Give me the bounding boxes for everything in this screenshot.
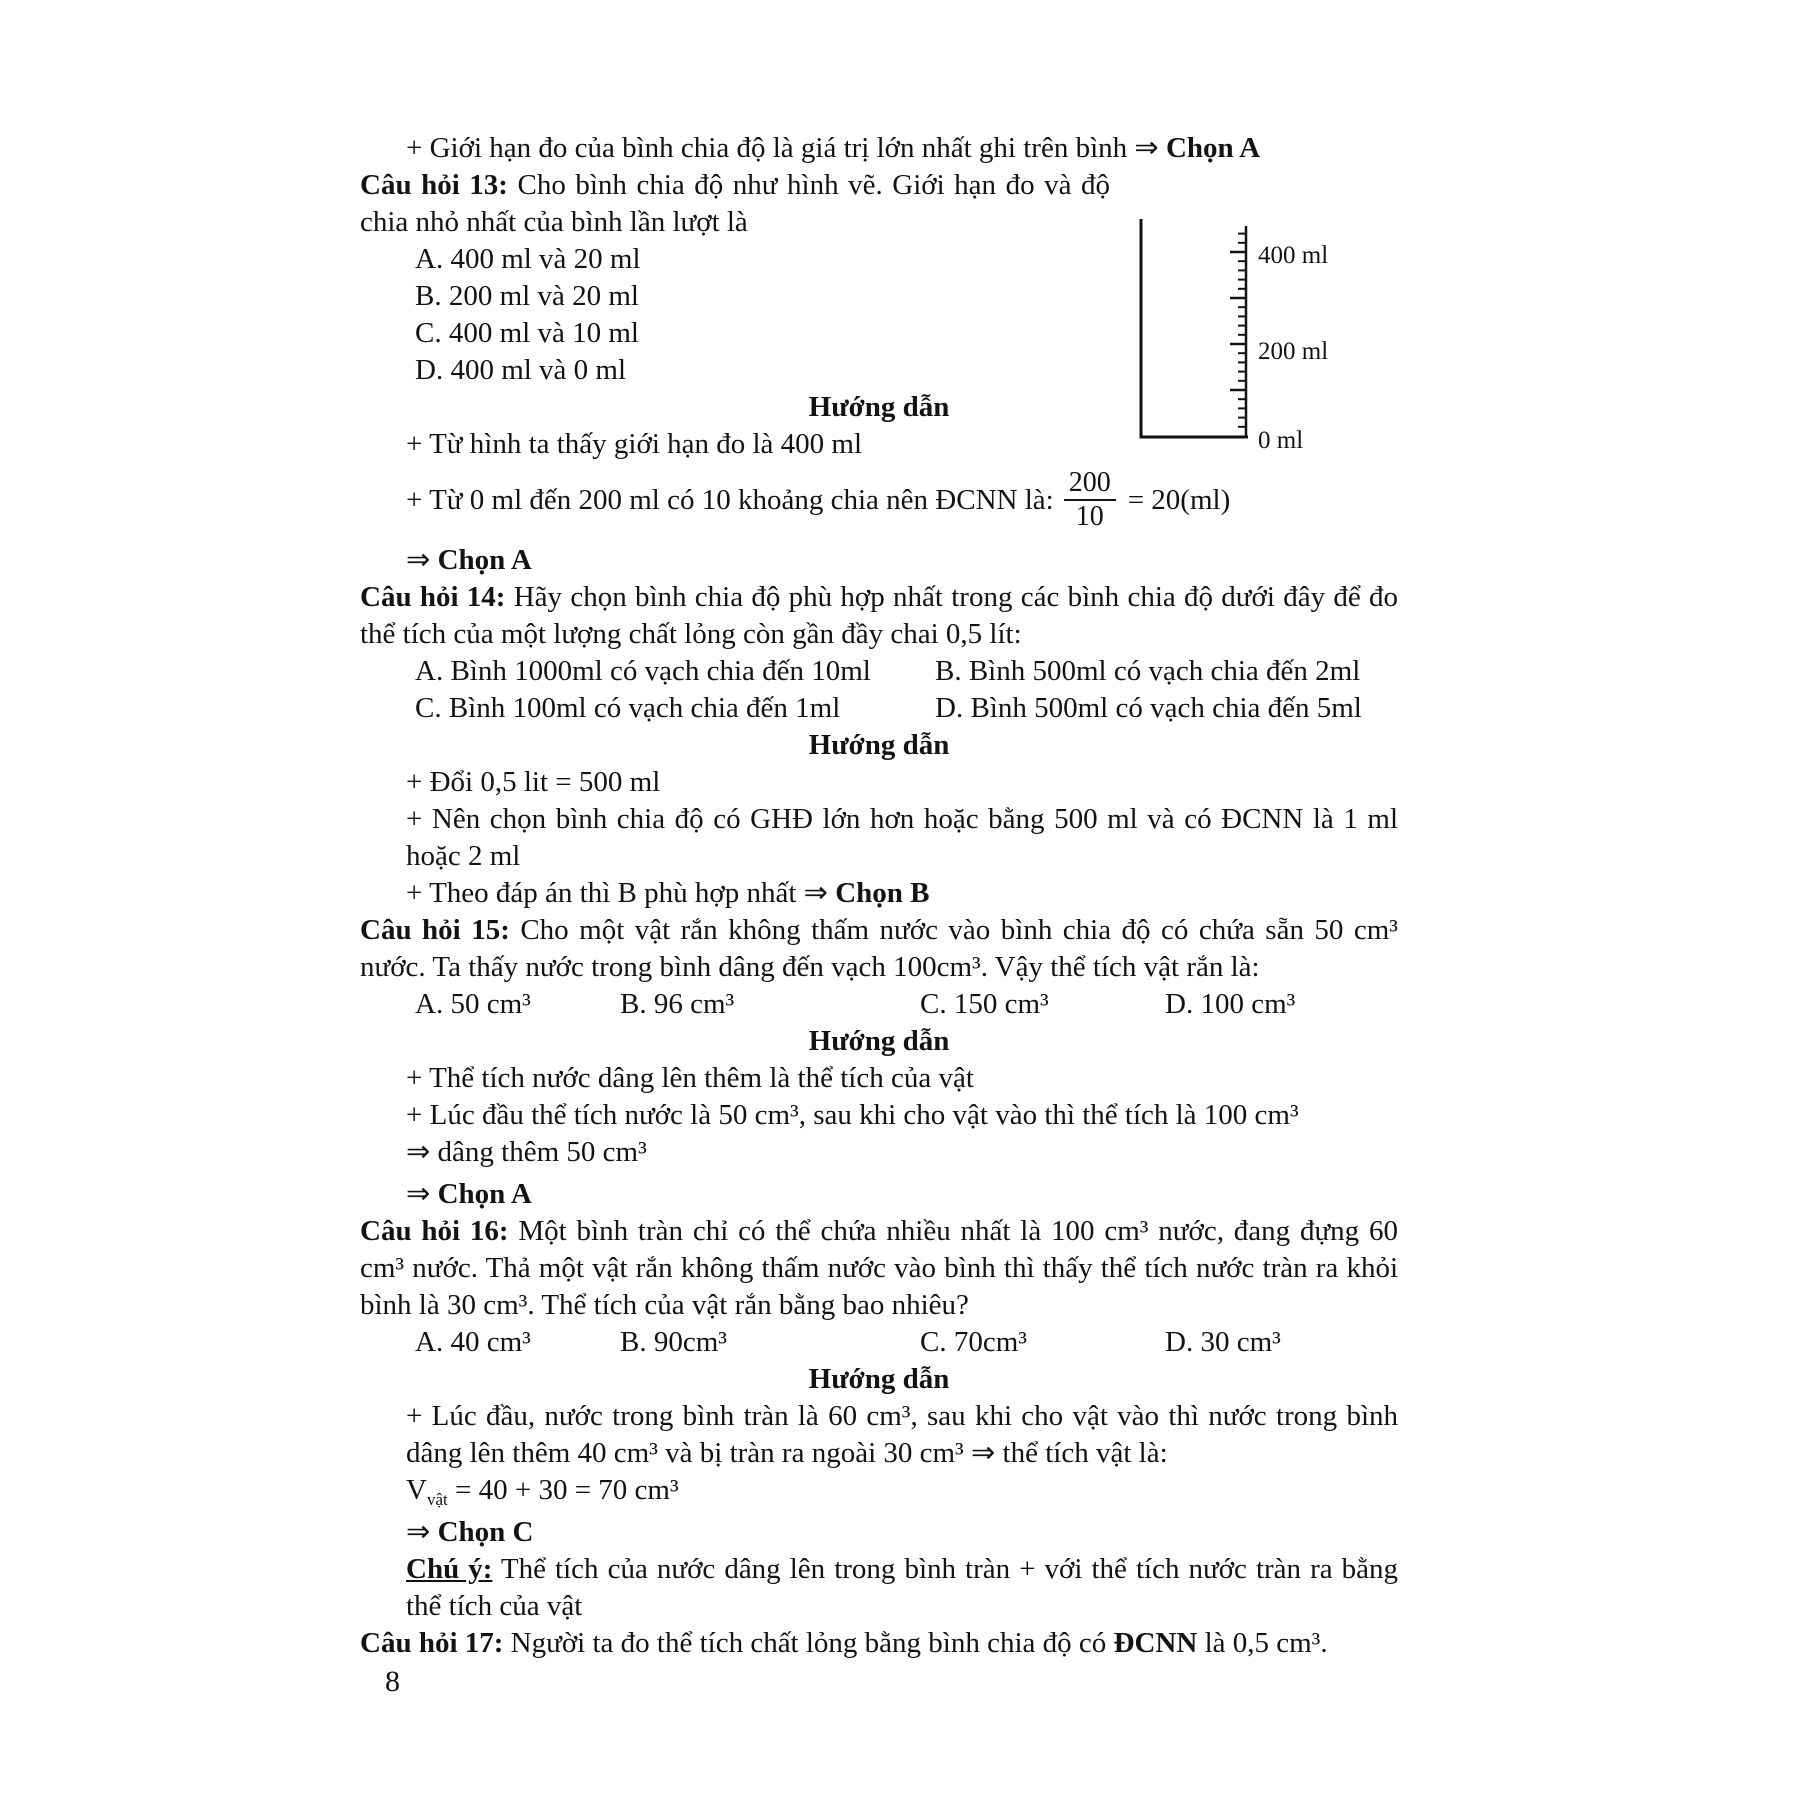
question-16-body: Một bình tràn chỉ có thể chứa nhiều nhất là 100 cm³ nước, đang đựng 60 cm³ nước. Thả một vật rắn không thấm nước vào bình thì thấy thể tích nước tràn ra khỏi bình là 30 cm³. Thể tích của vật rắn bằng bao nhiêu? (360, 1215, 1398, 1321)
fraction-200-over-10 (1064, 468, 1116, 532)
formula-v-symbol: V (406, 1474, 427, 1506)
q15-option-a: A. 50 cm³ (415, 988, 531, 1020)
question-16-text (360, 1213, 1398, 1324)
q16-answer-line (360, 1514, 1398, 1551)
q15-guide-step2: + Lúc đầu thể tích nước là 50 cm³, sau khi cho vật vào thì thể tích là 100 cm³ (406, 1099, 1299, 1131)
q14-option-c: C. Bình 100ml có vạch chia đến 1ml (415, 692, 841, 724)
question-15-text (360, 912, 1398, 986)
question-14-body: Hãy chọn bình chia độ phù hợp nhất trong các bình chia độ dưới đây để đo thể tích của một lượng chất lỏng còn gần đầy chai 0,5 lít: (360, 581, 1398, 650)
q13-guide-step2-text: + Từ 0 ml đến 200 ml có 10 khoảng chia nên ĐCNN là: (406, 483, 1054, 516)
fraction-denominator: 10 (1075, 501, 1104, 532)
q13-option-d: D. 400 ml và 0 ml (415, 354, 627, 386)
q16-guide-heading: Hướng dẫn (808, 1363, 950, 1395)
note-text: Thể tích của nước dâng lên trong bình tràn + với thể tích nước tràn ra bằng thể tích của vật (406, 1553, 1399, 1622)
q15-options-row (360, 986, 1398, 1023)
prev-answer-line (360, 130, 1398, 167)
q16-option-b: B. 90cm³ (620, 1326, 727, 1358)
graduated-cylinder-drawing (1132, 211, 1337, 461)
formula-v-subscript: vật (426, 1490, 448, 1509)
q14-options-row1 (360, 653, 1398, 690)
question-17-body-post: là 0,5 cm³. (1197, 1627, 1328, 1659)
question-17-label: Câu hỏi 17: (360, 1627, 504, 1659)
q13-option-b: B. 200 ml và 20 ml (415, 280, 639, 312)
q14-option-b: B. Bình 500ml có vạch chia đến 2ml (935, 655, 1361, 687)
question-14-label: Câu hỏi 14: (360, 581, 506, 613)
q13-guide-heading: Hướng dẫn (808, 391, 950, 423)
question-15-label: Câu hỏi 15: (360, 914, 510, 946)
note-label: Chú ý: (406, 1553, 493, 1585)
q15-option-b: B. 96 cm³ (620, 988, 735, 1020)
q15-guide-step3: ⇒ dâng thêm 50 cm³ (406, 1136, 647, 1168)
q14-guide-step3 (360, 875, 1398, 912)
q13-option-a: A. 400 ml và 20 ml (415, 243, 641, 275)
q13-answer-choice: Chọn A (437, 544, 532, 576)
q14-guide-step1: + Đổi 0,5 lit = 500 ml (406, 766, 661, 798)
page-content (360, 130, 1398, 1662)
implies-arrow: ⇒ (803, 877, 836, 909)
q15-answer-line (360, 1176, 1398, 1213)
q14-answer-choice: Chọn B (835, 877, 930, 909)
q16-options-row (360, 1324, 1398, 1361)
formula-result: = 40 + 30 = 70 cm³ (447, 1474, 679, 1506)
q15-option-c: C. 150 cm³ (920, 988, 1049, 1020)
q14-option-d: D. Bình 500ml có vạch chia đến 5ml (935, 692, 1362, 724)
question-15-body: Cho một vật rắn không thấm nước vào bình chia độ có chứa sẵn 50 cm³ nước. Ta thấy nước trong bình dâng đến vạch 100cm³. Vậy thể tích vật rắn là: (360, 914, 1398, 983)
graduated-cylinder-figure (1132, 211, 1337, 461)
prev-answer-text: + Giới hạn đo của bình chia độ là giá trị lớn nhất ghi trên bình (406, 132, 1135, 164)
q15-guide-heading: Hướng dẫn (808, 1025, 950, 1057)
question-17-bold-term: ĐCNN (1113, 1627, 1198, 1659)
question-14-text (360, 579, 1398, 653)
q14-option-a: A. Bình 1000ml có vạch chia đến 10ml (415, 655, 871, 687)
q14-guide-step3-text: + Theo đáp án thì B phù hợp nhất (406, 877, 804, 909)
question-17-text (360, 1625, 1398, 1662)
q14-guide-heading: Hướng dẫn (808, 729, 950, 761)
question-13-body: Cho bình chia độ như hình vẽ. Giới hạn đo và độ chia nhỏ nhất của bình lần lượt là (360, 169, 1110, 238)
scale-label-400ml: 400 ml (1258, 242, 1329, 269)
scale-label-200ml: 200 ml (1258, 338, 1329, 365)
q15-answer-choice: Chọn A (437, 1178, 532, 1210)
q16-option-a: A. 40 cm³ (415, 1326, 531, 1358)
q13-option-c: C. 400 ml và 10 ml (415, 317, 639, 349)
q16-note (360, 1551, 1398, 1625)
q13-guide-step2-result: = 20(ml) (1127, 483, 1231, 516)
question-17-body-pre: Người ta đo thể tích chất lỏng bằng bình chia độ có (503, 1627, 1114, 1659)
q16-option-c: C. 70cm³ (920, 1326, 1027, 1358)
q16-answer-choice: Chọn C (437, 1516, 534, 1548)
q16-volume-formula (360, 1472, 1398, 1509)
question-13-label: Câu hỏi 13: (360, 169, 508, 201)
scale-label-0ml: 0 ml (1258, 427, 1304, 454)
q16-option-d: D. 30 cm³ (1165, 1326, 1281, 1358)
q15-guide-step1: + Thể tích nước dâng lên thêm là thể tích của vật (406, 1062, 974, 1094)
fraction-numerator: 200 (1064, 468, 1116, 501)
question-13-text (360, 167, 1110, 241)
implies-arrow: ⇒ (1134, 132, 1166, 164)
implies-arrow: ⇒ (406, 544, 438, 576)
q14-options-row2 (360, 690, 1398, 727)
q15-option-d: D. 100 cm³ (1165, 988, 1296, 1020)
implies-arrow: ⇒ (406, 1516, 438, 1548)
page-number: 8 (385, 1665, 400, 1698)
question-16-label: Câu hỏi 16: (360, 1215, 509, 1247)
q13-guide-step1: + Từ hình ta thấy giới hạn đo là 400 ml (406, 428, 863, 460)
q13-answer-line (360, 542, 1398, 579)
q14-guide-step2: + Nên chọn bình chia độ có GHĐ lớn hơn hoặc bằng 500 ml và có ĐCNN là 1 ml hoặc 2 ml (406, 803, 1398, 872)
implies-arrow: ⇒ (406, 1178, 438, 1210)
q16-guide-step1: + Lúc đầu, nước trong bình tràn là 60 cm³, sau khi cho vật vào thì nước trong bình dâng lên thêm 40 cm³ và bị tràn ra ngoài 30 cm³ ⇒ thể tích vật là: (406, 1400, 1398, 1469)
q13-guide-step2 (360, 463, 1398, 537)
prev-answer-choice: Chọn A (1165, 132, 1261, 164)
